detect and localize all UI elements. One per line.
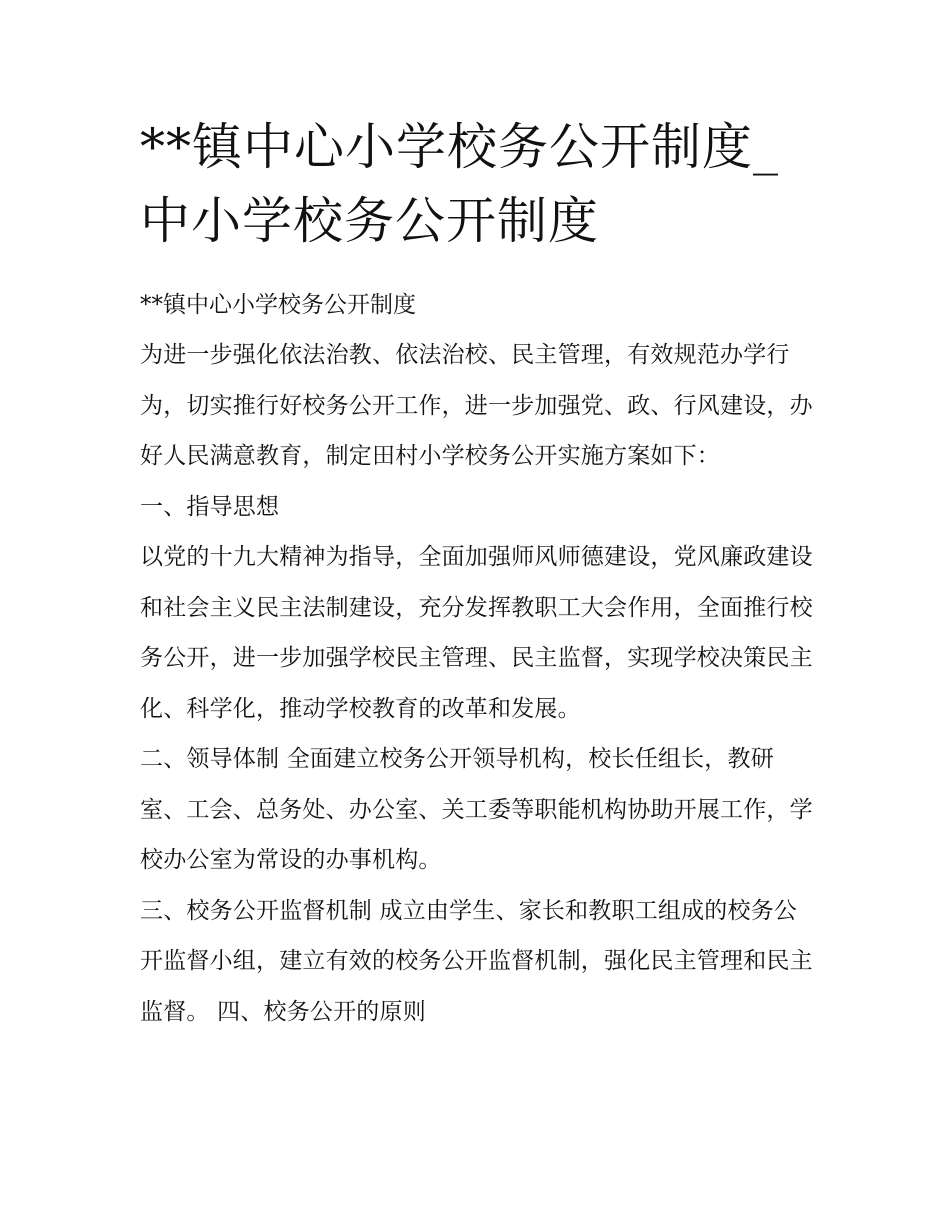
intro-paragraph: 为进一步强化依法治教、依法治校、民主管理，有效规范办学行为，切实推行好校务公开工作，进一步加强党、政、行风建设，办好人民满意教育，制定田村小学校务公开实施方案如下： (140, 342, 813, 469)
document-title: **镇中心小学校务公开制度_中小学校务公开制度 (140, 118, 779, 250)
guiding-thought-paragraph: 以党的十九大精神为指导，全面加强师风师德建设，党风廉政建设和社会主义民主法制建设，充分发挥教职工大会作用，全面推行校务公开，进一步加强学校民主管理、民主监督，实现学校决策民主化、科学化，推动学校教育的改革和发展。 (140, 544, 813, 722)
document-subtitle: **镇中心小学校务公开制度 (140, 292, 416, 318)
supervision-mechanism-paragraph: 三、校务公开监督机制 成立由学生、家长和教职工组成的校务公开监督小组，建立有效的校务公开监督机制，强化民主管理和民主监督。 四、校务公开的原则 (140, 897, 813, 1025)
section-heading-guiding-thought: 一、指导思想 (140, 493, 280, 520)
leadership-system-paragraph: 二、领导体制 全面建立校务公开领导机构，校长任组长，教研室、工会、总务处、办公室、关工委等职能机构协助开展工作，学校办公室为常设的办事机构。 (140, 746, 813, 873)
document-page (140, 110, 820, 1037)
